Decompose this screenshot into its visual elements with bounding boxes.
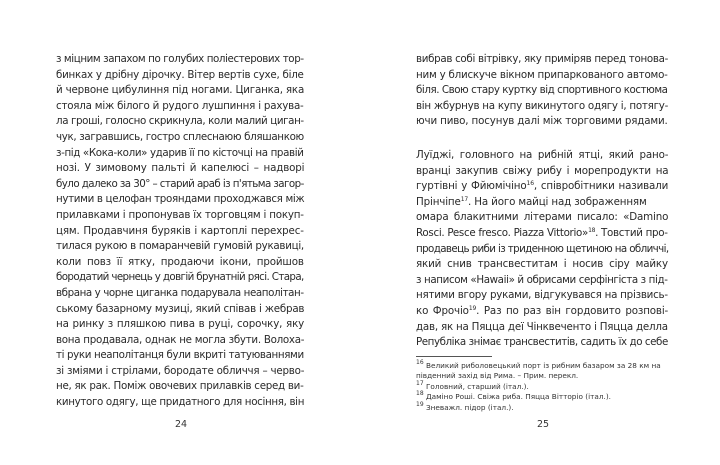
footnote-text: Головний, старший (італ.).: [425, 381, 529, 391]
text-fragment: . Раз по раз він гордовито розпові-: [476, 304, 669, 317]
right-page-body: [416, 52, 668, 351]
text-line: бородатий чернець у довгій брунатній рясі. Стара,: [56, 271, 304, 284]
text-line: з написом «Hawaii» й обрисами серфінгіста з під-: [416, 273, 668, 286]
text-fragment: , співробітники називали: [533, 180, 669, 193]
text-line: Републіка знімає трансвеститів, садить їх до себе: [416, 336, 668, 349]
right-page: [360, 0, 720, 465]
text-line: стояла між білого й рудого лушпиння і рахува-: [56, 99, 304, 112]
text-line: вибрав собі вітрівку, яку приміряв перед тонова-: [416, 53, 668, 65]
footnote-number: 18: [416, 390, 424, 398]
text-line: було далеко за 30° – старий араб із п'ятьма загор-: [56, 177, 304, 190]
text-fragment: гуртівні у Фйюмічіно: [416, 180, 527, 193]
text-line: прилавками і пропонував їх торговцям і покуп-: [56, 208, 304, 221]
text-line: цям. Продавчиня буряків і картоплі перехрес-: [56, 224, 304, 237]
text-line: ському базарному музиці, який співав і жебрав: [56, 302, 305, 315]
footnote-ref: 19: [468, 304, 477, 312]
text-line: бинках у дрібну дірочку. Вітер вертів сухе, біле: [56, 68, 304, 81]
left-page-body: [56, 52, 304, 411]
footnote: [416, 400, 676, 413]
footnote-number: 16: [416, 359, 424, 366]
text-line: [416, 304, 668, 320]
footnote-text: Даміно Роші. Свіжа риба. Пяцца Вітторіо (італ.).: [425, 392, 611, 402]
text-line: на ринку з пляшкою пива в руці, сорочку, яку: [56, 318, 305, 331]
page-number: 24: [174, 419, 188, 430]
text-line: він жбурнув на купу викинутого одягу і, потягу-: [416, 99, 669, 112]
text-line: [416, 195, 668, 211]
text-line: ла гроші, голосно скрикнула, коли малий циган-: [56, 115, 304, 128]
text-line: ті руки неаполітанця були вкриті татуюваннями: [56, 349, 304, 362]
text-line: й червоне цибулиння під ногами. Циганка, яка: [56, 84, 305, 97]
page-number: 25: [536, 419, 550, 430]
text-fragment: Rosci. Pesce fresco. Piazza Vittorio»: [416, 226, 589, 239]
footnote: [416, 361, 676, 371]
text-line: тилася рукою в помаранчевій гумовій рукавиці,: [56, 240, 304, 253]
text-line: ним у блискуче вікном припаркованого автомо-: [416, 68, 668, 81]
footnote-number: 19: [416, 400, 424, 408]
footnotes: [416, 361, 676, 413]
footnote-number: 17: [416, 379, 424, 387]
text-line: з-під «Кока-коли» ударив її по кісточці на правій: [56, 146, 304, 159]
text-line: нутими в целофан трояндами проходжався між: [56, 193, 305, 206]
footnote-divider: [416, 356, 492, 357]
text-line: який снив трансвеститам і носив сіру майку: [416, 258, 668, 271]
text-fragment: . Товстий про-: [595, 226, 668, 239]
text-fragment: ко Фрочіо: [416, 304, 469, 317]
text-line: нятими вгору руками, відгукувався на прізвись-: [416, 289, 668, 302]
text-line: [416, 179, 668, 195]
footnote: [416, 379, 676, 392]
text-line: нозі. У зимовому пальті й капелюсі – надворі: [56, 162, 305, 175]
footnote-ref: 17: [460, 195, 469, 203]
text-line: чук, загравшись, гостро сплеснаюю бляшанкою: [56, 130, 304, 143]
text-line: омара блакитними літерами писало: «Damino: [416, 211, 669, 224]
text-line: вбрана у чорне циганка подарувала неаполітан-: [56, 286, 304, 299]
text-line: кинутого одягу, ще придатного для носіння, він: [56, 396, 305, 409]
text-fragment: Прінчіпе: [416, 195, 461, 208]
text-line: зі зміями і стрілами, бородате обличчя – черво-: [56, 364, 305, 377]
text-line: Луїджі, головного на рибній ятці, який рано-: [416, 148, 669, 161]
text-line: вона продавала, однак не могла збути. Волоха-: [56, 333, 305, 346]
footnote-text: Великий риболовецький порт із рибним базаром за 28 км на: [425, 361, 661, 370]
text-fragment: . На його майці над зображенням: [468, 195, 647, 208]
footnote-ref: 16: [526, 180, 534, 188]
paragraph-gap: [416, 130, 668, 148]
text-line: [416, 226, 668, 242]
footnote-continuation: південний захід від Рима. – Прим. перекл.: [416, 371, 579, 381]
text-line: вранці закупив свіжу рибу і морепродукти на: [416, 164, 669, 177]
text-line: біля. Свою стару куртку від спортивного костюма: [416, 84, 668, 97]
footnote-ref: 18: [588, 226, 596, 234]
text-line: ючи пиво, посунув далі між торговими рядами.: [416, 115, 668, 128]
footnote-text: Зневажл. підор (італ.).: [425, 402, 514, 412]
text-line: дав, як на Пяцца деї Чінквеченто і Пяцца делла: [416, 320, 668, 333]
text-line: коли повз її ятку, продаючи ікони, пройшов: [56, 255, 304, 268]
text-line: з міцним запахом по голубих поліестерових тор-: [56, 53, 304, 65]
text-line: не, як рак. Поміж овочевих прилавків серед ви-: [56, 380, 304, 393]
footnote: [416, 392, 676, 402]
text-line: продавець риби із триденною щетиною на обличчі,: [416, 242, 669, 255]
